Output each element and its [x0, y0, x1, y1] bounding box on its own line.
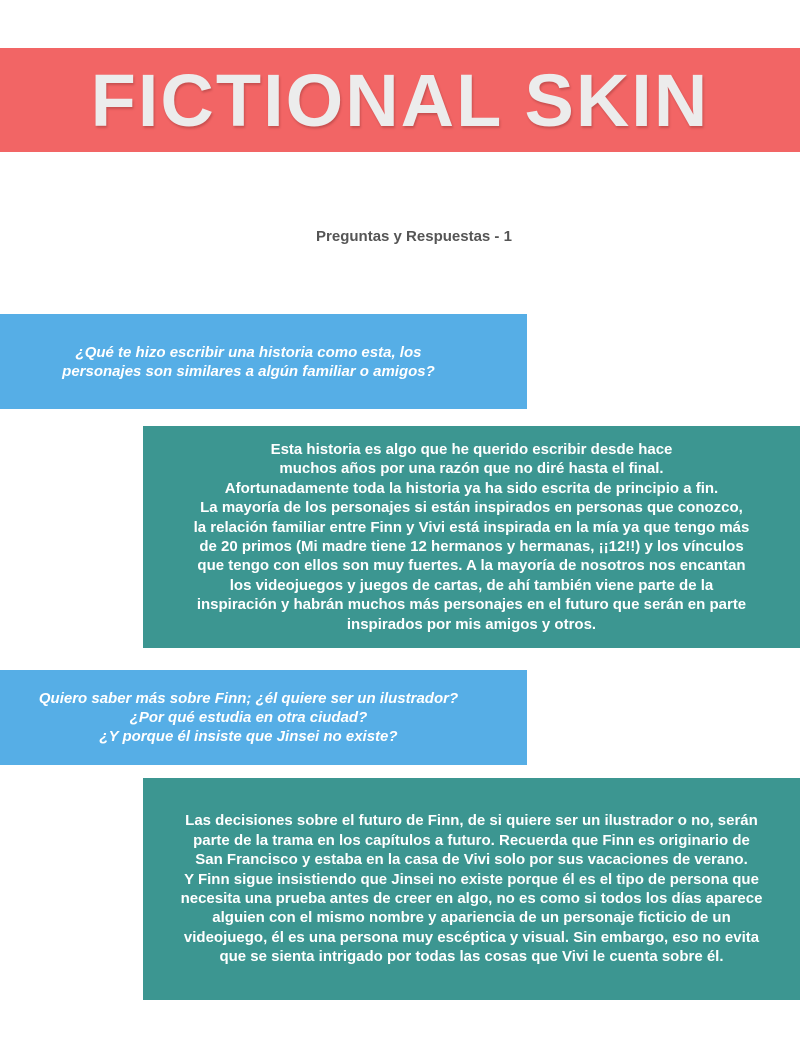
answer-box-2 [143, 778, 800, 1000]
question-box-2 [0, 670, 527, 765]
answer-2-line: Las decisiones sobre el futuro de Finn, de si quiere ser un ilustrador o no, serán [185, 812, 758, 830]
answer-1-line: los videojuegos y juegos de cartas, de ahí también viene parte de la [229, 576, 714, 594]
title-banner [0, 48, 800, 152]
answer-2-line: Y Finn sigue insistiendo que Jinsei no existe porque él es el tipo de persona que [184, 870, 759, 888]
answer-text-1 [194, 440, 750, 634]
answer-1-line: muchos años por una razón que no diré hasta el final. [279, 460, 664, 478]
question-text-2 [39, 689, 458, 746]
answer-1-line: Afortunadamente toda la historia ya ha sido escrita de principio a fin. [224, 479, 719, 497]
answer-1-line: inspirados por mis amigos y otros. [346, 615, 597, 633]
answer-1-line: La mayoría de los personajes si están inspirados en personas que conozco, [200, 499, 743, 517]
question-2-line: ¿Y porque él insiste que Jinsei no existe? [99, 728, 398, 745]
answer-2-line: San Francisco y estaba en la casa de Vivi solo por sus vacaciones de verano. [195, 851, 748, 869]
answer-2-line: alguien con el mismo nombre y apariencia de un personaje ficticio de un [212, 909, 731, 927]
answer-2-line: videojuego, él es una persona muy escéptica y visual. Sin embargo, eso no evita [183, 928, 760, 946]
answer-text-2 [181, 811, 763, 966]
question-2-line: ¿Por qué estudia en otra ciudad? [129, 709, 368, 726]
answer-2-line: parte de la trama en los capítulos a futuro. Recuerda que Finn es originario de [193, 831, 750, 849]
section-subtitle: Preguntas y Respuestas - 1 [316, 228, 512, 245]
question-2-line: Quiero saber más sobre Finn; ¿él quiere ser un ilustrador? [38, 690, 459, 707]
answer-1-line: que tengo con ellos son muy fuertes. A la mayoría de nosotros nos encantan [197, 557, 746, 575]
answer-1-line: la relación familiar entre Finn y Vivi está inspirada en la mía ya que tengo más [193, 518, 750, 536]
question-1-line: ¿Qué te hizo escribir una historia como esta, los [75, 343, 422, 361]
answer-2-line: necesita una prueba antes de creer en algo, no es como si todos los días aparece [180, 890, 763, 907]
answer-1-line: inspiración y habrán muchos más personajes en el futuro que serán en parte [196, 596, 747, 614]
question-text-1 [62, 343, 435, 381]
answer-box-1 [143, 426, 800, 648]
answer-1-line: de 20 primos (Mi madre tiene 12 hermanos y hermanas, ¡¡12!!) y los vínculos [199, 538, 744, 555]
answer-1-line: Esta historia es algo que he querido escribir desde hace [270, 440, 673, 458]
question-box-1 [0, 314, 527, 409]
answer-2-line: que se sienta intrigado por todas las cosas que Vivi le cuenta sobre él. [219, 948, 724, 966]
page-title: FICTIONAL SKIN [90, 58, 710, 142]
question-1-line: personajes son similares a algún familiar o amigos? [62, 362, 435, 380]
